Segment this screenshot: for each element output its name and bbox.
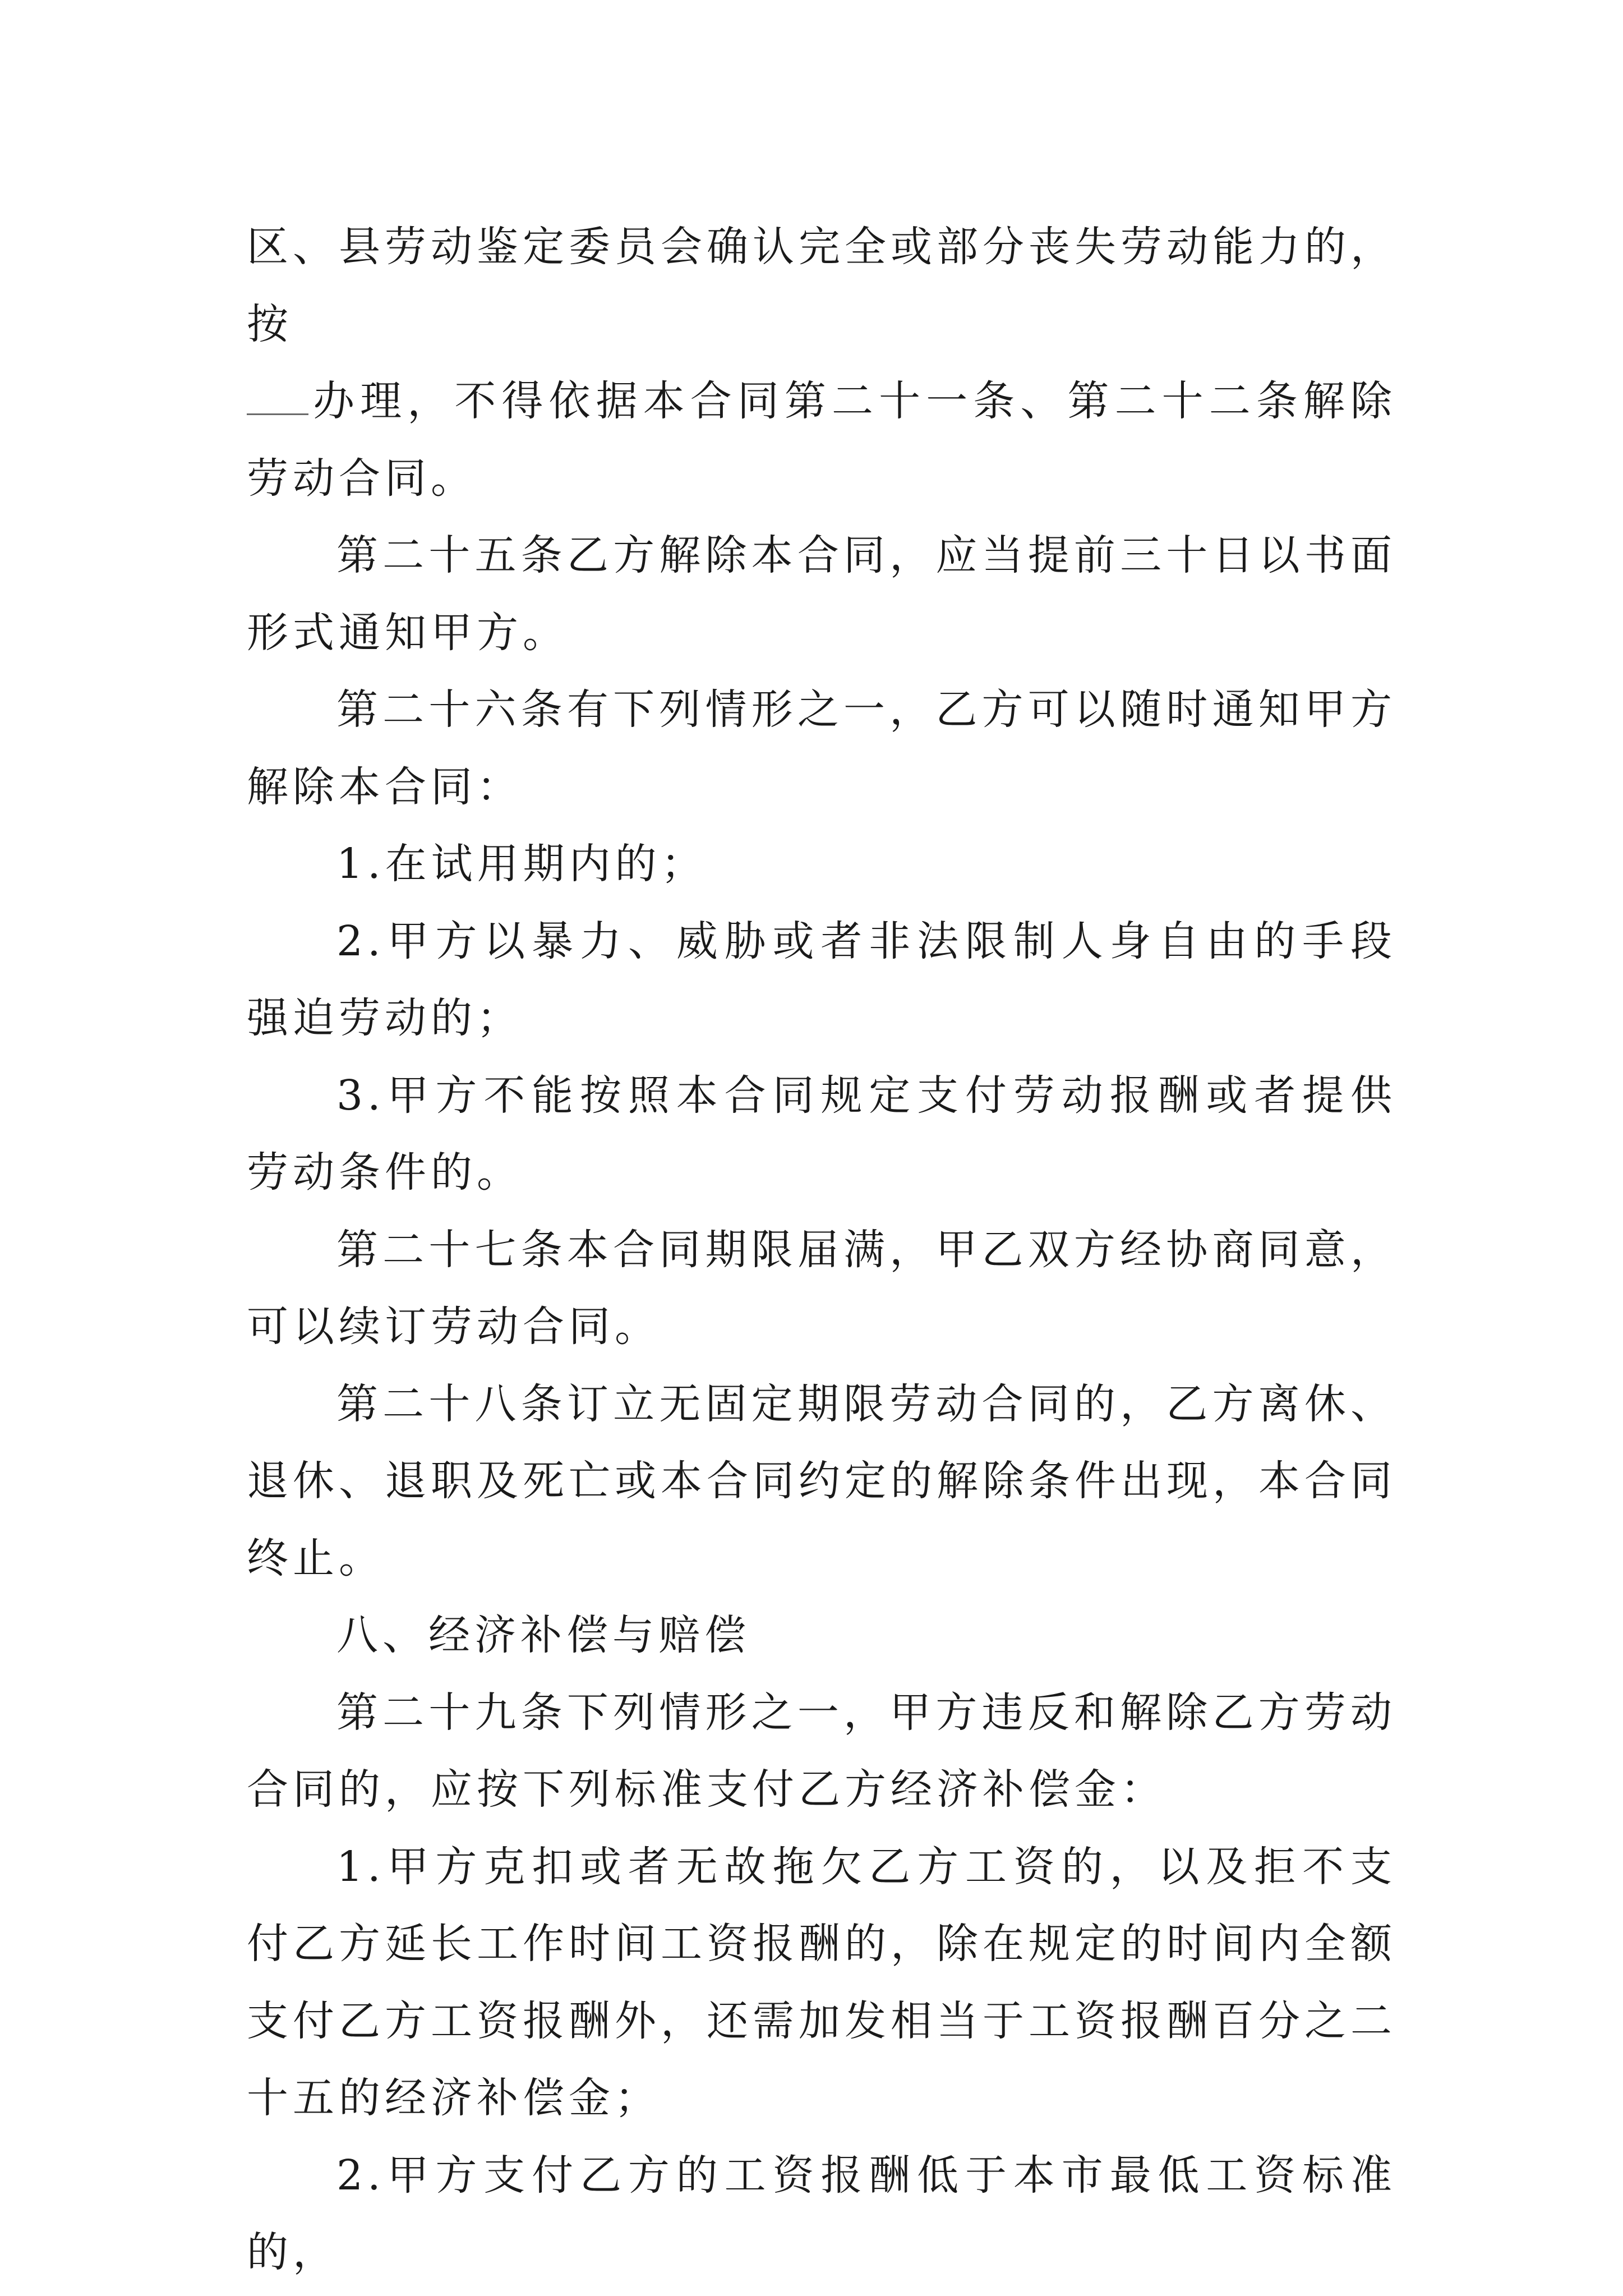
paragraph-article-26: 第二十六条有下列情形之一，乙方可以随时通知甲方解除本合同： <box>247 685 1396 811</box>
list-item-26-3: 3.甲方不能按照本合同规定支付劳动报酬或者提供劳动条件的。 <box>247 1071 1396 1197</box>
list-item-29-1: 1.甲方克扣或者无故拖欠乙方工资的，以及拒不支付乙方延长工作时间工资报酬的，除在规定的时间内全额支付乙方工资报酬外，还需加发相当于工资报酬百分之二十五的经济补偿金； <box>247 1842 1396 2122</box>
section-heading-8: 八、经济补偿与赔偿 <box>336 1611 750 1659</box>
fill-in-blank <box>247 380 308 415</box>
paragraph-article-25: 第二十五条乙方解除本合同，应当提前三十日以书面形式通知甲方。 <box>247 531 1396 657</box>
paragraph-article-28: 第二十八条订立无固定期限劳动合同的，乙方离休、退休、退职及死亡或本合同约定的解除条件出现，本合同终止。 <box>247 1379 1396 1582</box>
paragraph-article-27: 第二十七条本合同期限届满，甲乙双方经协商同意，可以续订劳动合同。 <box>247 1225 1396 1351</box>
paragraph-article-29: 第二十九条下列情形之一，甲方违反和解除乙方劳动合同的，应按下列标准支付乙方经济补偿金： <box>247 1688 1396 1814</box>
list-item-26-1: 1.在试用期内的； <box>336 840 707 888</box>
list-item-26-2: 2.甲方以暴力、威胁或者非法限制人身自由的手段强迫劳动的； <box>247 917 1396 1042</box>
paragraph-1-text-after-blank: 办理，不得依据本合同第二十一条、第二十二条解除劳动合同。 <box>247 377 1396 503</box>
paragraph-1-text-before-blank: 区、县劳动鉴定委员会确认完全或部分丧失劳动能力的，按 <box>247 223 1396 348</box>
paragraph-1 <box>247 209 1396 517</box>
list-item-29-2: 2.甲方支付乙方的工资报酬低于本市最低工资标准的， <box>247 2151 1396 2276</box>
document-body <box>247 209 1396 2292</box>
